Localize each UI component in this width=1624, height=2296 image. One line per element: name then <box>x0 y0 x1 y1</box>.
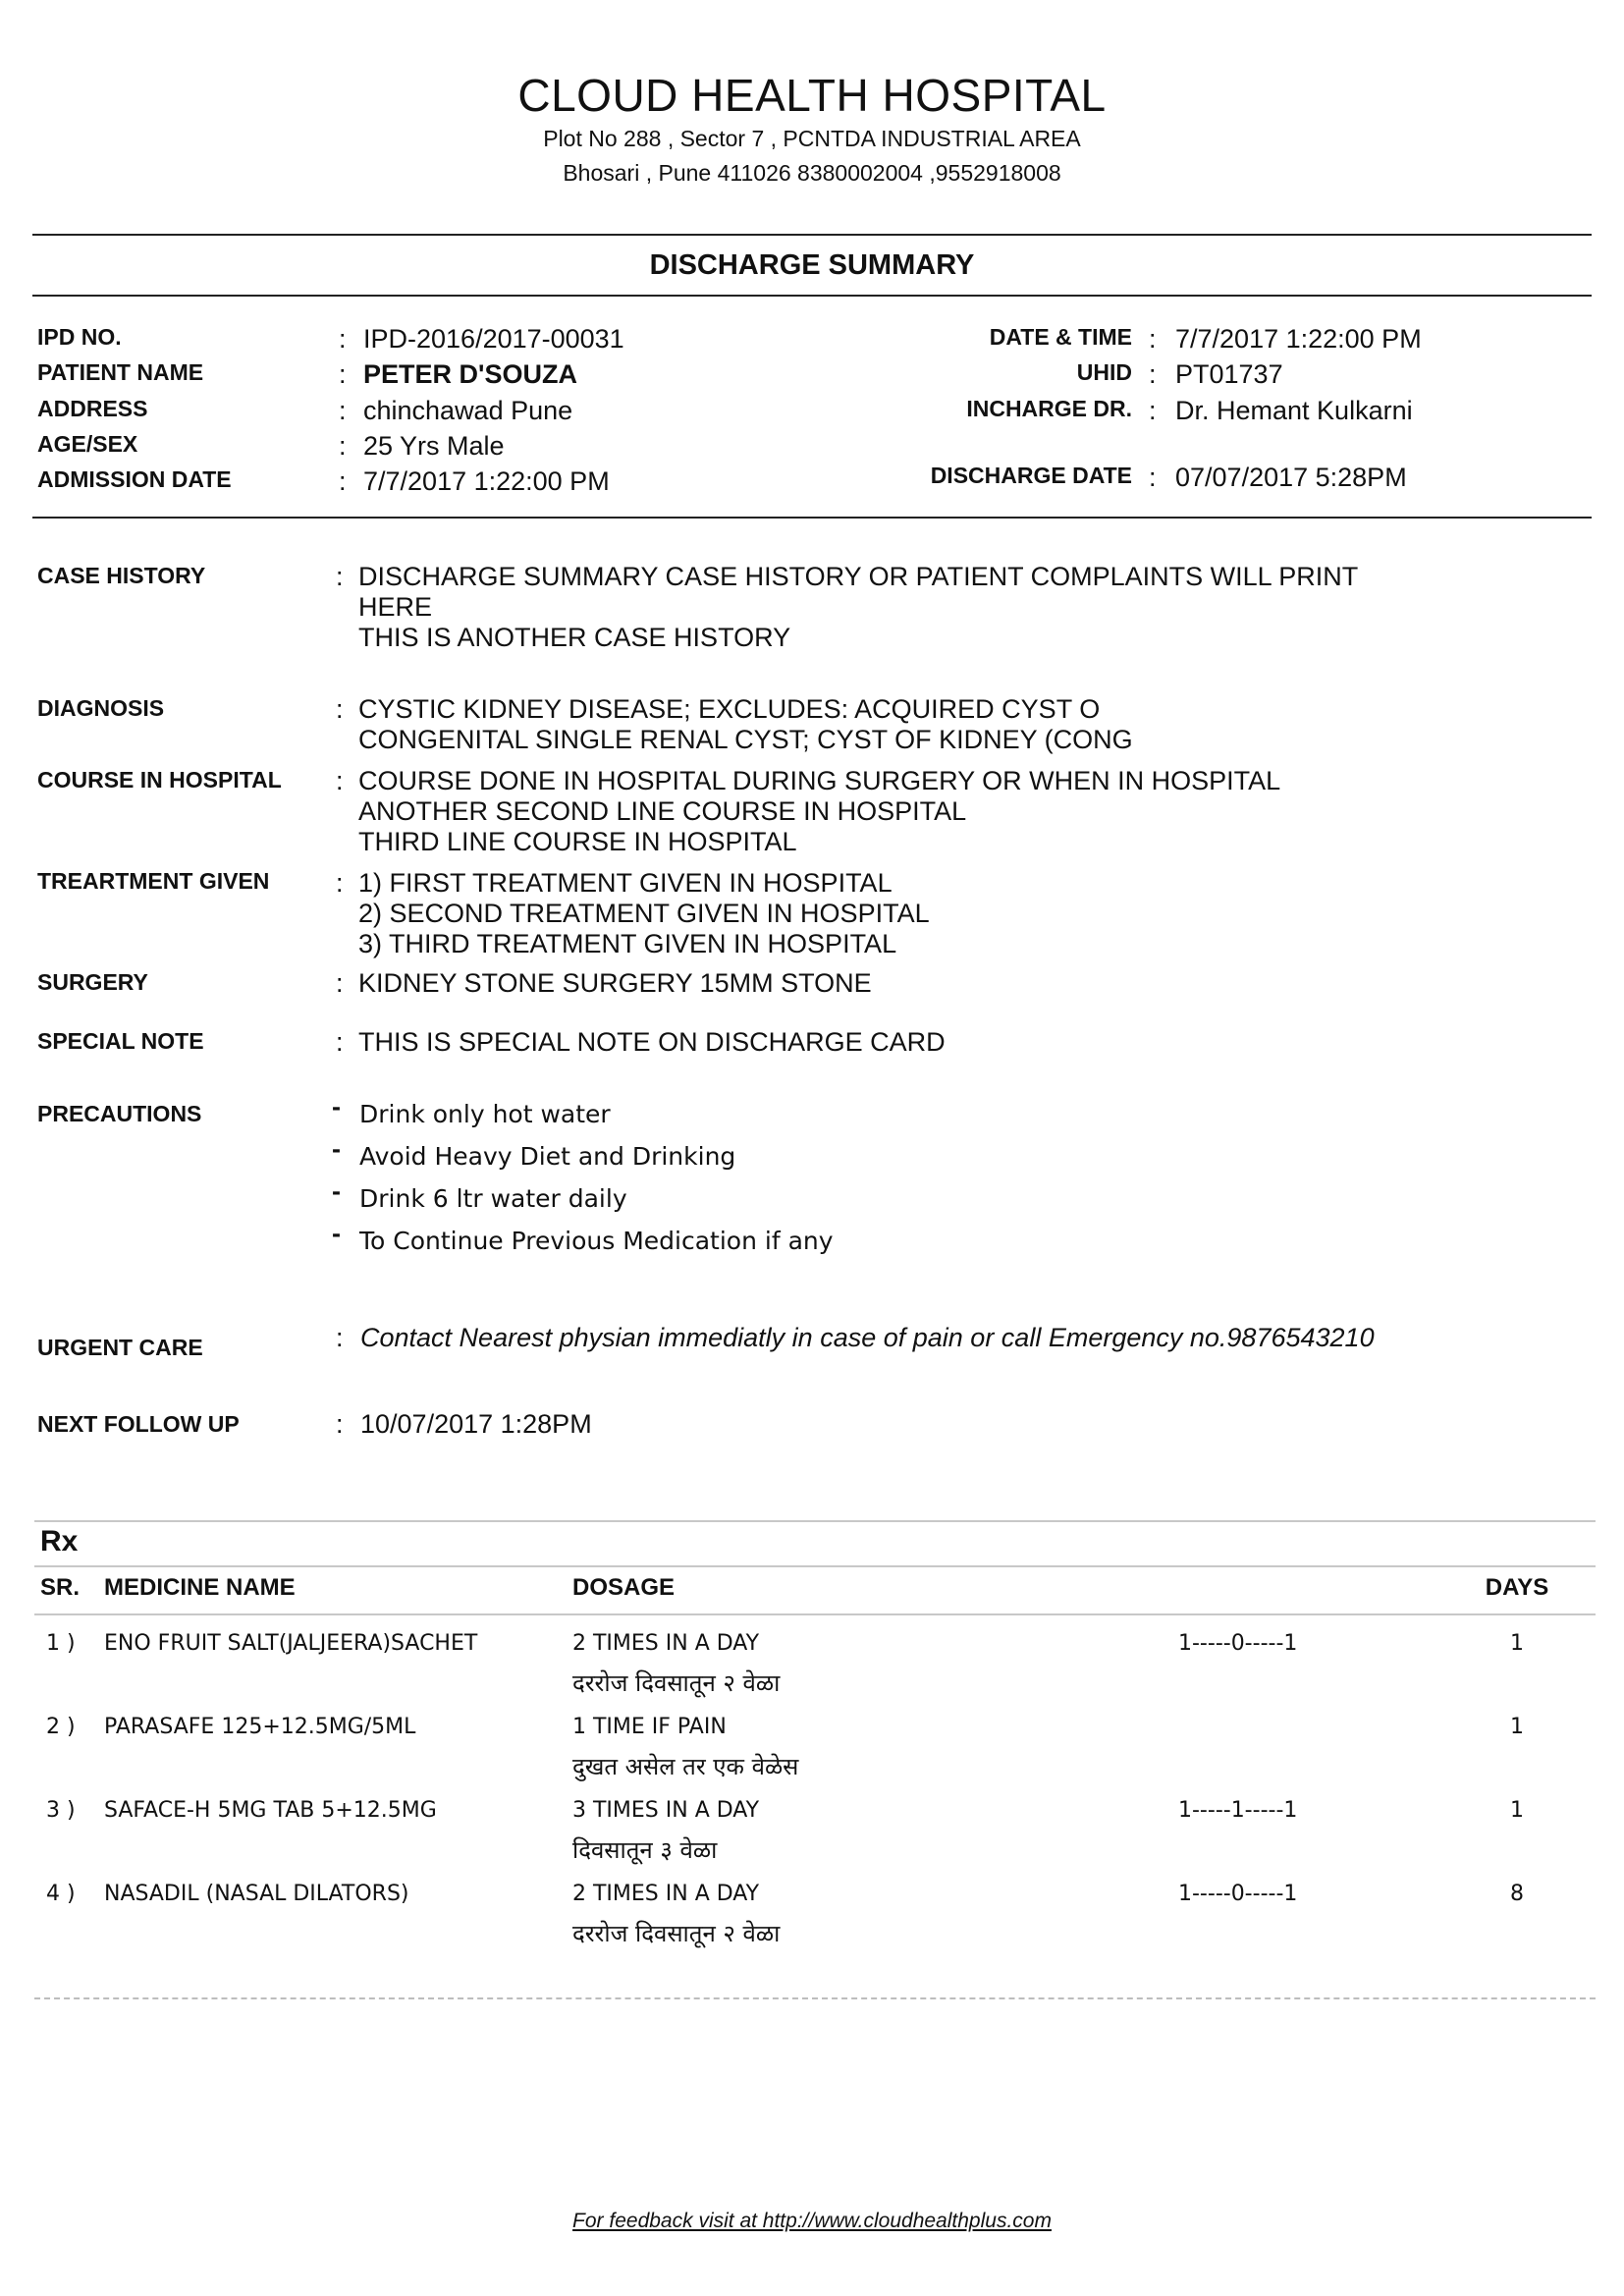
row-dosage-marathi: दिवसातून ३ वेळा <box>572 1836 718 1864</box>
discharge-date-value: 07/07/2017 5:28PM <box>1175 463 1407 492</box>
rx-symbol <box>40 1525 78 1558</box>
row-sr: 1 ) <box>46 1631 76 1656</box>
urgent-care-value: Contact Nearest physian immediatly in case of pain or call Emergency no.9876543210 <box>360 1323 1375 1352</box>
discharge-date-label: DISCHARGE DATE <box>930 463 1132 488</box>
treatment-given-label: TREARTMENT GIVEN <box>37 868 270 894</box>
urgent-care-label: URGENT CARE <box>37 1335 203 1360</box>
bullet-dash: - <box>332 1176 341 1206</box>
course-line: COURSE DONE IN HOSPITAL DURING SURGERY OR WHEN IN HOSPITAL <box>358 766 1281 795</box>
address-label: ADDRESS <box>37 396 148 421</box>
colon: : <box>1149 396 1157 425</box>
diagnosis-line: CONGENITAL SINGLE RENAL CYST; CYST OF KIDNEY (CONG <box>358 725 1133 754</box>
document-title: DISCHARGE SUMMARY <box>649 249 975 281</box>
rx-divider-mid <box>34 1565 1596 1567</box>
diagnosis-label: DIAGNOSIS <box>37 695 165 721</box>
row-medicine: ENO FRUIT SALT(JALJEERA)SACHET <box>104 1631 478 1656</box>
colon: : <box>1149 463 1157 492</box>
surgery-label: SURGERY <box>37 969 148 995</box>
treatment-given-value <box>358 868 930 959</box>
admission-date-value: 7/7/2017 1:22:00 PM <box>363 466 610 496</box>
colon: : <box>1149 324 1157 354</box>
colon: : <box>339 466 347 496</box>
feedback-link[interactable]: For feedback visit at http://www.cloudhealthplus.com <box>572 2210 1052 2232</box>
row-days: 1 <box>1510 1798 1524 1823</box>
special-note-label: SPECIAL NOTE <box>37 1028 204 1054</box>
ipd-label: IPD NO. <box>37 324 122 350</box>
header-divider-top <box>32 234 1592 236</box>
precaution-item: Avoid Heavy Diet and Drinking <box>359 1142 736 1171</box>
precautions-label: PRECAUTIONS <box>37 1101 202 1126</box>
row-sr: 2 ) <box>46 1715 76 1739</box>
course-in-hospital-label: COURSE IN HOSPITAL <box>37 767 282 793</box>
patient-name-value: PETER D'SOUZA <box>363 359 577 389</box>
address-value: chinchawad Pune <box>363 396 573 425</box>
hospital-name: CLOUD HEALTH HOSPITAL <box>517 70 1107 121</box>
colon: : <box>336 1409 344 1439</box>
rx-header-divider <box>34 1613 1596 1615</box>
row-days: 8 <box>1510 1882 1524 1906</box>
treatment-line: 1) FIRST TREATMENT GIVEN IN HOSPITAL <box>358 868 893 898</box>
row-dosage: 2 TIMES IN A DAY <box>572 1631 760 1656</box>
row-schedule: 1-----0-----1 <box>1178 1631 1298 1656</box>
header-dosage: DOSAGE <box>572 1574 676 1601</box>
admission-date-label: ADMISSION DATE <box>37 466 232 492</box>
incharge-doctor-value: Dr. Hemant Kulkarni <box>1175 396 1413 425</box>
next-follow-up-value: 10/07/2017 1:28PM <box>360 1409 592 1439</box>
case-history-label: CASE HISTORY <box>37 563 206 588</box>
header-days: DAYS <box>1485 1574 1549 1601</box>
precaution-item: To Continue Previous Medication if any <box>359 1227 834 1255</box>
row-dosage-marathi: दररोज दिवसातून २ वेळा <box>572 1669 781 1697</box>
surgery-value: KIDNEY STONE SURGERY 15MM STONE <box>358 968 872 998</box>
hospital-address-line2: Bhosari , Pune 411026 8380002004 ,9552918008 <box>563 160 1061 186</box>
age-sex-label: AGE/SEX <box>37 431 138 457</box>
colon: : <box>339 324 347 354</box>
case-history-line: HERE <box>358 592 433 622</box>
uhid-label: UHID <box>1076 359 1132 385</box>
bullet-dash: - <box>332 1092 341 1121</box>
row-sr: 4 ) <box>46 1882 76 1906</box>
rx-symbol-text: Rx <box>40 1525 79 1558</box>
special-note-value: THIS IS SPECIAL NOTE ON DISCHARGE CARD <box>358 1027 946 1057</box>
row-schedule: 1-----0-----1 <box>1178 1882 1298 1906</box>
row-days: 1 <box>1510 1631 1524 1656</box>
colon: : <box>336 694 344 724</box>
row-days: 1 <box>1510 1715 1524 1739</box>
row-dosage: 3 TIMES IN A DAY <box>572 1798 760 1823</box>
row-dosage-marathi: दररोज दिवसातून २ वेळा <box>572 1920 781 1947</box>
row-schedule: 1-----1-----1 <box>1178 1798 1298 1823</box>
rx-divider-top <box>34 1520 1596 1522</box>
uhid-value: PT01737 <box>1175 359 1283 389</box>
header-divider-bottom <box>32 295 1592 297</box>
row-medicine: SAFACE-H 5MG TAB 5+12.5MG <box>104 1798 437 1823</box>
case-history-line: DISCHARGE SUMMARY CASE HISTORY OR PATIENT COMPLAINTS WILL PRINT <box>358 562 1359 591</box>
course-in-hospital-value <box>358 766 1280 857</box>
case-history-value <box>358 562 1358 653</box>
diagnosis-line: CYSTIC KIDNEY DISEASE; EXCLUDES: ACQUIRED CYST O <box>358 694 1101 724</box>
colon: : <box>336 968 344 998</box>
bullet-dash: - <box>332 1219 341 1248</box>
age-sex-value: 25 Yrs Male <box>363 431 505 461</box>
colon: : <box>336 868 344 898</box>
header-sr: SR. <box>40 1574 81 1601</box>
row-dosage: 1 TIME IF PAIN <box>572 1715 727 1739</box>
precaution-item: Drink 6 ltr water daily <box>359 1184 627 1213</box>
row-dosage-marathi: दुखत असेल तर एक वेळेस <box>572 1753 799 1780</box>
row-medicine: NASADIL (NASAL DILATORS) <box>104 1882 409 1906</box>
treatment-line: 3) THIRD TREATMENT GIVEN IN HOSPITAL <box>358 929 897 958</box>
colon: : <box>336 1323 344 1352</box>
patient-name-label: PATIENT NAME <box>37 359 204 385</box>
rx-end-divider <box>34 1997 1596 1999</box>
course-line: THIRD LINE COURSE IN HOSPITAL <box>358 827 797 856</box>
ipd-value: IPD-2016/2017-00031 <box>363 324 624 354</box>
next-follow-up-label: NEXT FOLLOW UP <box>37 1411 240 1437</box>
incharge-doctor-label: INCHARGE DR. <box>966 396 1132 421</box>
colon: : <box>336 766 344 795</box>
bullet-dash: - <box>332 1134 341 1164</box>
treatment-line: 2) SECOND TREATMENT GIVEN IN HOSPITAL <box>358 899 930 928</box>
row-sr: 3 ) <box>46 1798 76 1823</box>
precaution-item: Drink only hot water <box>359 1100 611 1128</box>
date-time-label: DATE & TIME <box>989 324 1132 350</box>
header-medicine-name: MEDICINE NAME <box>104 1574 296 1601</box>
colon: : <box>336 1027 344 1057</box>
colon: : <box>1149 359 1157 389</box>
colon: : <box>339 431 347 461</box>
colon: : <box>339 359 347 389</box>
colon: : <box>336 562 344 591</box>
date-time-value: 7/7/2017 1:22:00 PM <box>1175 324 1422 354</box>
colon: : <box>339 396 347 425</box>
case-history-line: THIS IS ANOTHER CASE HISTORY <box>358 623 791 652</box>
diagnosis-value <box>358 694 1133 755</box>
hospital-address-line1: Plot No 288 , Sector 7 , PCNTDA INDUSTRIAL AREA <box>543 126 1081 151</box>
row-medicine: PARASAFE 125+12.5MG/5ML <box>104 1715 416 1739</box>
course-line: ANOTHER SECOND LINE COURSE IN HOSPITAL <box>358 796 967 826</box>
row-dosage: 2 TIMES IN A DAY <box>572 1882 760 1906</box>
patient-info-divider <box>32 517 1592 519</box>
